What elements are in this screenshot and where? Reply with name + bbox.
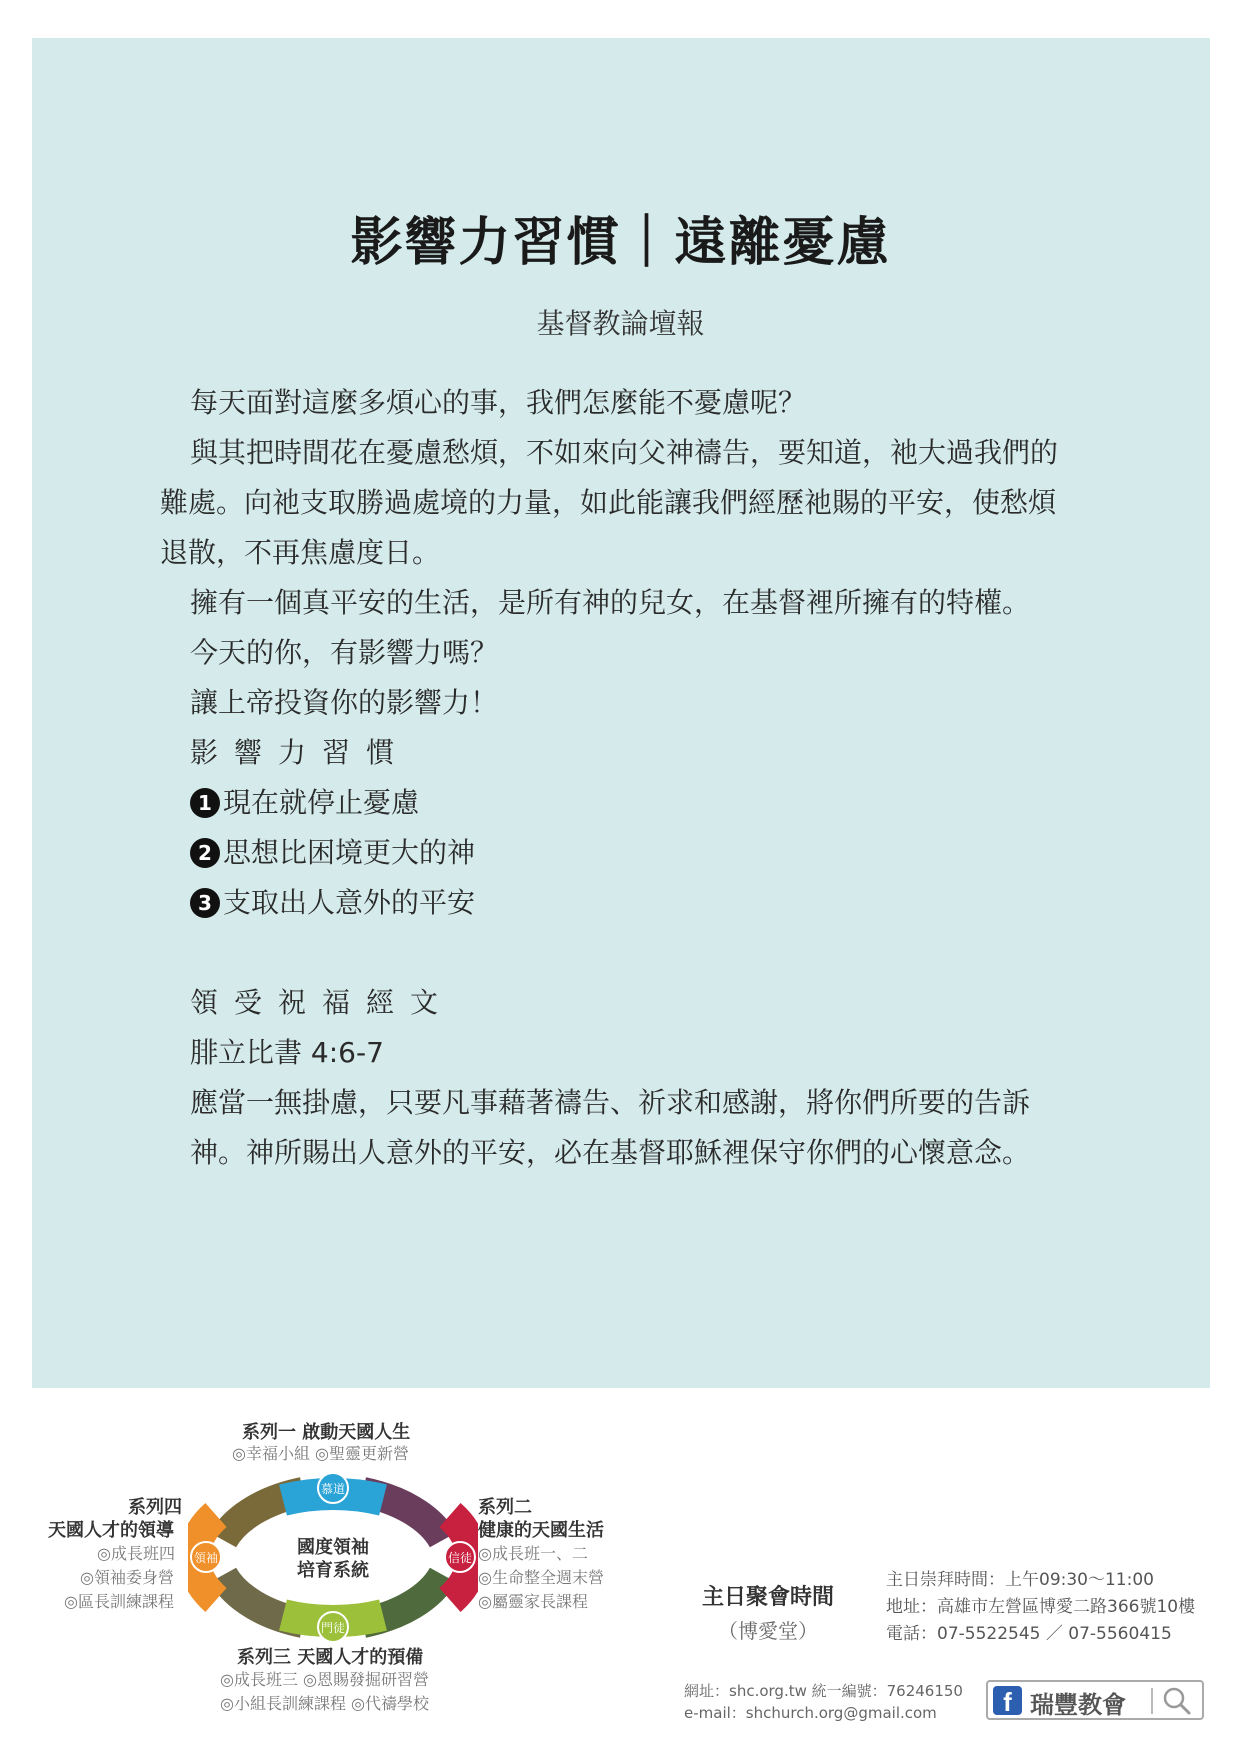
series-subtitle: 天國人才的領導 — [48, 1520, 174, 1541]
phone: 電話：07-5522545 ／ 07-5560415 — [886, 1624, 1172, 1644]
series-subtitle: 健康的天國生活 — [478, 1520, 604, 1541]
facebook-page-name: 瑞豐教會 — [1030, 1691, 1126, 1719]
habit-item — [160, 878, 1060, 928]
habit-text: 現在就停止憂慮 — [223, 786, 420, 819]
segment-label-bottom: 門徒 — [320, 1621, 346, 1635]
website-line: 網址：shc.org.tw 統一編號：76246150 — [684, 1682, 963, 1700]
series-item: ◎領袖委身營 — [80, 1568, 174, 1587]
number-badge: 2 — [190, 838, 220, 868]
sunday-service-block — [693, 1580, 843, 1644]
habit-text: 思想比困境更大的神 — [223, 836, 476, 869]
address: 地址：高雄市左營區博愛二路366號10樓 — [886, 1597, 1196, 1617]
service-time: 主日崇拜時間：上午09:30～11:00 — [886, 1570, 1154, 1590]
facebook-icon: f — [993, 1686, 1022, 1715]
series-title: 系列一 啟動天國人生 — [242, 1422, 411, 1443]
series-item: ◎成長班三 ◎恩賜發掘研習營 — [220, 1670, 430, 1689]
service-info — [886, 1567, 1195, 1648]
number-badge: 1 — [190, 788, 220, 818]
paragraph: 擁有一個真平安的生活，是所有神的兒女，在基督裡所擁有的特權。 — [190, 586, 1031, 619]
verse-reference: 腓立比書 4:6-7 — [190, 1036, 384, 1069]
center-label-2: 培育系統 — [297, 1560, 369, 1581]
article-body — [160, 378, 1060, 1178]
habit-item — [160, 778, 1060, 828]
paragraph: 每天面對這麼多煩心的事，我們怎麼能不憂慮呢？ — [190, 386, 807, 419]
series-item: ◎屬靈家長課程 — [478, 1592, 588, 1611]
sunday-heading: 主日聚會時間 — [701, 1585, 834, 1610]
search-icon[interactable] — [1162, 1686, 1192, 1716]
series-item: ◎區長訓練課程 — [64, 1592, 174, 1611]
verse-heading: 領受祝福經文 — [190, 986, 455, 1019]
habits-heading: 影響力習慣 — [190, 736, 411, 769]
center-label-1: 國度領袖 — [297, 1537, 369, 1558]
series-item: ◎幸福小組 ◎聖靈更新營 — [232, 1444, 410, 1463]
paragraph: 讓上帝投資你的影響力！ — [190, 686, 499, 719]
segment-label-top: 慕道 — [320, 1482, 346, 1496]
contact-info — [684, 1680, 963, 1724]
segment-label-right: 信徒 — [447, 1551, 473, 1565]
series-item: ◎成長班四 — [97, 1544, 175, 1563]
article-title: 影響力習慣｜遠離憂慮 — [350, 213, 891, 273]
paragraph: 與其把時間花在憂慮愁煩，不如來向父神禱告，要知道，祂大過我們的難處。向祂支取勝過處境的力量，如此能讓我們經歷祂賜的平安，使愁煩退散，不再焦慮度日。 — [160, 436, 1059, 569]
segment-label-left: 領袖 — [193, 1551, 219, 1565]
paragraph: 今天的你，有影響力嗎？ — [190, 636, 499, 669]
series-title: 系列四 — [128, 1497, 182, 1518]
verse-text: 應當一無掛慮，只要凡事藉著禱告、祈求和感謝，將你們所要的告訴神。神所賜出人意外的平安，必在基督耶穌裡保守你們的心懷意念。 — [190, 1086, 1031, 1169]
series-item: ◎生命整全週末營 — [478, 1568, 604, 1587]
email-line: e-mail：shchurch.org@gmail.com — [684, 1704, 937, 1722]
series-title: 系列二 — [478, 1497, 532, 1518]
series-item: ◎成長班一、二 — [478, 1544, 588, 1563]
facebook-search-box[interactable] — [986, 1680, 1204, 1720]
series-title: 系列三 天國人才的預備 — [237, 1647, 424, 1668]
divider — [1151, 1688, 1153, 1714]
sunday-location: （博愛堂） — [718, 1619, 818, 1643]
habit-item — [160, 828, 1060, 878]
series-item: ◎小組長訓練課程 ◎代禱學校 — [220, 1694, 430, 1713]
number-badge: 3 — [190, 888, 220, 918]
article-source: 基督教論壇報 — [536, 307, 705, 340]
leadership-cycle-diagram — [188, 1470, 478, 1645]
habit-text: 支取出人意外的平安 — [223, 886, 476, 919]
